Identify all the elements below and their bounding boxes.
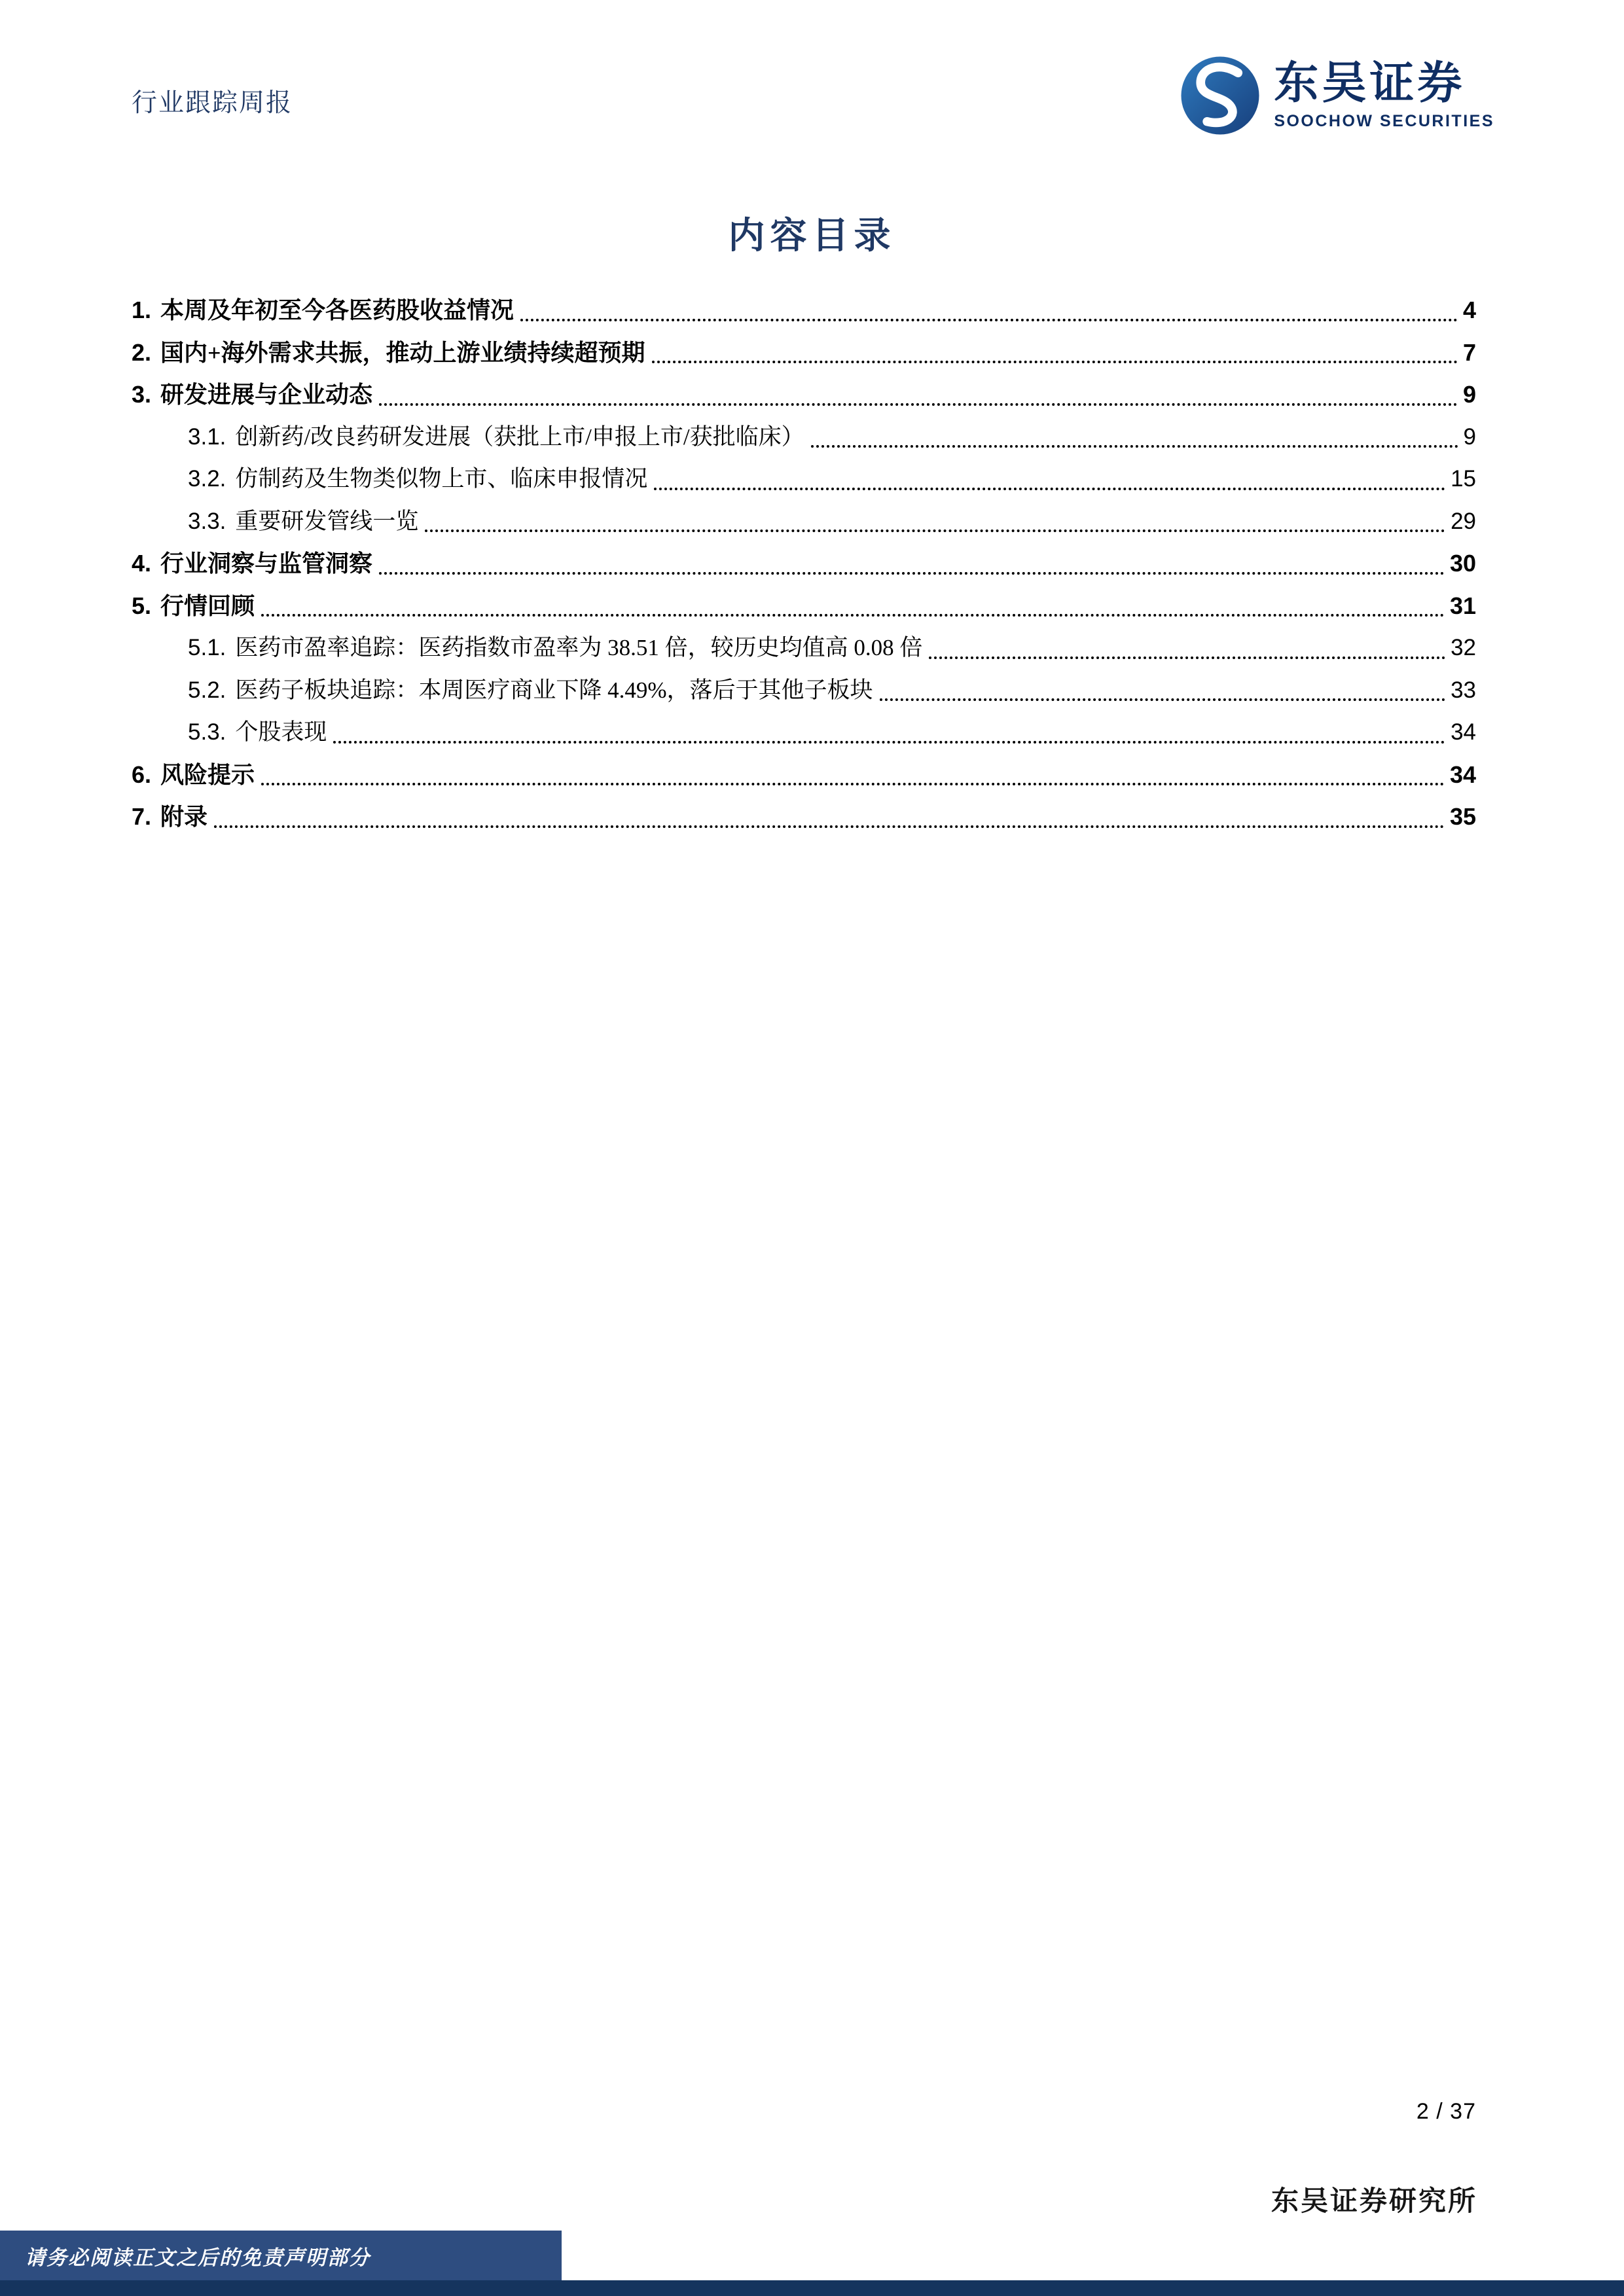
footer-bottom-bar: [0, 2280, 1624, 2296]
toc-entry-3-2[interactable]: [132, 458, 1476, 501]
toc-entry-number: 2.: [132, 338, 152, 366]
toc-entry-2[interactable]: [132, 332, 1476, 374]
toc-entry-3[interactable]: [132, 374, 1476, 416]
brand-text: [1274, 58, 1494, 131]
toc-entry-page: 34: [1451, 719, 1476, 745]
toc-entry-number: 3.: [132, 381, 152, 408]
toc-entry-label: 行情回顾: [160, 592, 255, 619]
toc-dot-leader: [520, 319, 1458, 321]
toc-entry-page: 4: [1462, 296, 1476, 323]
disclaimer-text: 请务必阅读正文之后的免责声明部分: [25, 2246, 370, 2269]
toc-dot-leader: [261, 783, 1445, 785]
toc-entry-page: 9: [1462, 381, 1476, 408]
report-type-label: 行业跟踪周报: [132, 89, 293, 117]
toc-entry-number: 6.: [132, 761, 152, 788]
soochow-logo-icon: [1180, 55, 1261, 136]
toc-dot-leader: [333, 741, 1445, 744]
toc-entry-number: 7.: [132, 803, 152, 830]
toc-dot-leader: [379, 403, 1458, 406]
toc-dot-leader: [929, 656, 1445, 659]
toc-entry-page: 9: [1463, 423, 1476, 450]
toc-entry-number: 5.1.: [188, 635, 226, 660]
toc-entry-page: 35: [1449, 803, 1476, 830]
toc-entry-label: 附录: [160, 804, 208, 830]
toc-entry-5[interactable]: [132, 585, 1476, 628]
toc-entry-label: 仿制药及生物类似物上市、临床申报情况: [235, 466, 648, 492]
brand-logo: [1180, 55, 1494, 136]
toc-entry-label: 国内+海外需求共振，推动上游业绩持续超预期: [160, 339, 645, 366]
toc-entry-page: 30: [1449, 550, 1476, 577]
toc-entry-label: 个股表现: [235, 719, 327, 745]
toc-dot-leader: [261, 614, 1445, 617]
toc-entry-4[interactable]: [132, 543, 1476, 585]
toc-entry-page: 7: [1462, 338, 1476, 366]
toc-dot-leader: [652, 361, 1458, 363]
toc-entry-page: 32: [1451, 635, 1476, 660]
toc-entry-label: 医药市盈率追踪：医药指数市盈率为 38.51 倍，较历史均值高 0.08 倍: [235, 635, 923, 660]
toc-entry-number: 3.3.: [188, 508, 226, 534]
toc-list: [132, 289, 1476, 838]
toc-entry-number: 1.: [132, 296, 152, 323]
toc-entry-number: 5.: [132, 592, 152, 619]
toc-entry-page: 33: [1451, 677, 1476, 703]
toc-entry-1[interactable]: [132, 289, 1476, 332]
toc-title: 内容目录: [728, 216, 896, 257]
toc-entry-page: 15: [1451, 466, 1476, 492]
toc-entry-5-3[interactable]: [132, 711, 1476, 754]
toc-dot-leader: [654, 488, 1445, 490]
page-indicator: 2 / 37: [1416, 2099, 1476, 2124]
toc-entry-label: 研发进展与企业动态: [160, 382, 373, 408]
toc-dot-leader: [214, 825, 1445, 828]
toc-entry-5-2[interactable]: [132, 670, 1476, 712]
toc-entry-label: 创新药/改良药研发进展（获批上市/申报上市/获批临床）: [235, 423, 804, 450]
toc-entry-number: 3.1.: [188, 423, 226, 450]
toc-entry-label: 重要研发管线一览: [235, 508, 419, 534]
toc-entry-number: 5.3.: [188, 719, 226, 745]
toc-entry-number: 4.: [132, 550, 152, 577]
toc-entry-number: 5.2.: [188, 677, 226, 703]
brand-name-cn: 东吴证券: [1274, 58, 1466, 108]
toc-entry-label: 医药子板块追踪：本周医疗商业下降 4.49%，落后于其他子板块: [235, 677, 873, 703]
toc-entry-label: 风险提示: [160, 761, 255, 788]
toc-dot-leader: [425, 529, 1445, 532]
toc-entry-page: 29: [1451, 508, 1476, 534]
disclaimer-bar: [0, 2231, 562, 2280]
toc-entry-6[interactable]: [132, 754, 1476, 797]
toc-entry-3-1[interactable]: [132, 416, 1476, 459]
toc-entry-7[interactable]: [132, 796, 1476, 838]
research-institute-label: 东吴证券研究所: [1271, 2187, 1477, 2217]
toc-entry-5-1[interactable]: [132, 627, 1476, 670]
toc-dot-leader: [811, 445, 1458, 448]
toc-dot-leader: [379, 572, 1445, 575]
toc-entry-page: 31: [1449, 592, 1476, 619]
toc-entry-number: 3.2.: [188, 466, 226, 492]
brand-name-en: SOOCHOW SECURITIES: [1274, 111, 1494, 130]
toc-entry-3-3[interactable]: [132, 501, 1476, 543]
toc-entry-page: 34: [1449, 761, 1476, 788]
toc-entry-label: 本周及年初至今各医药股收益情况: [160, 297, 514, 323]
toc-dot-leader: [880, 698, 1446, 701]
toc-entry-label: 行业洞察与监管洞察: [160, 550, 373, 577]
